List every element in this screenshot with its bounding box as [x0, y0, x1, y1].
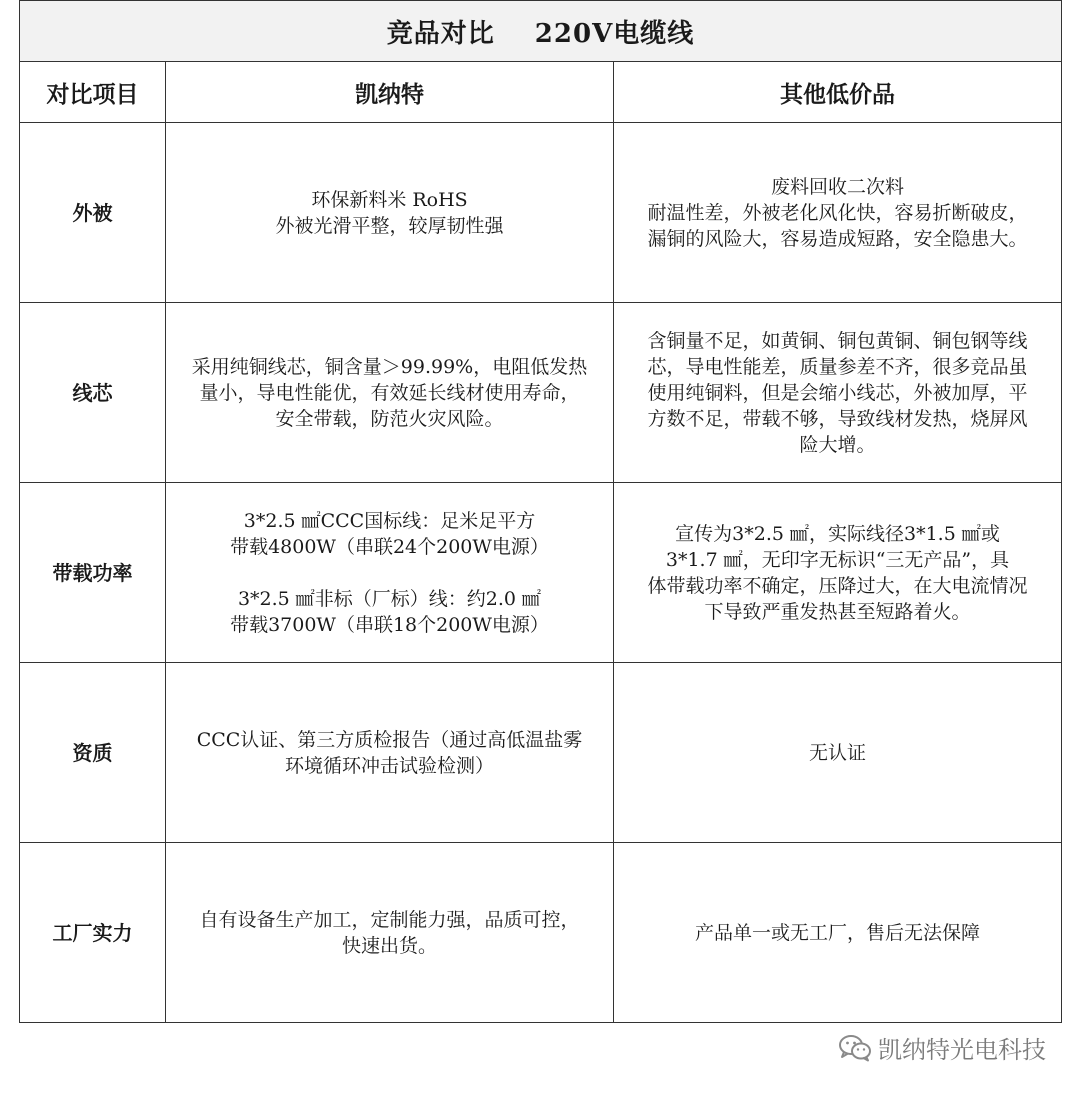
cell-line: 体带载功率不确定，压降过大，在大电流情况	[647, 574, 1028, 597]
comparison-table	[19, 0, 1062, 1023]
others-cell	[614, 663, 1062, 843]
cell-line: 快速出货。	[341, 934, 437, 957]
cell-line: 量小，导电性能优，有效延长线材使用寿命，	[199, 381, 580, 404]
cell-line: 废料回收二次料	[771, 175, 905, 198]
cell-line: 使用纯铜料，但是会缩小线芯，外被加厚，平	[647, 381, 1028, 404]
cell-spacer	[172, 560, 607, 586]
table-row-wire-core	[20, 303, 1062, 483]
title-main: 竞品对比	[386, 18, 495, 49]
cell-line: 安全带载，防范火灾风险。	[275, 407, 504, 430]
header-row	[20, 62, 1062, 123]
wechat-icon	[838, 1034, 872, 1062]
ours-cell	[166, 303, 614, 483]
cell-line: 宣传为3*2.5 ㎟，实际线径3*1.5 ㎟或	[675, 522, 1000, 545]
title-product: 220V电缆线	[534, 18, 695, 49]
others-cell	[614, 123, 1062, 303]
row-label: 外被	[20, 123, 166, 303]
header-ours: 凯纳特	[166, 62, 614, 123]
cell-line: 漏铜的风险大，容易造成短路，安全隐患大。	[647, 227, 1028, 250]
table-row-outer-jacket	[20, 123, 1062, 303]
cell-line: 环保新料米 RoHS	[311, 188, 468, 211]
others-cell	[614, 303, 1062, 483]
ours-cell	[166, 483, 614, 663]
cell-line: 耐温性差，外被老化风化快，容易折断破皮，	[647, 201, 1028, 224]
cell-line: 下导致严重发热甚至短路着火。	[704, 600, 971, 623]
title-row	[20, 1, 1062, 62]
cell-line: 3*2.5 ㎟CCC国标线：足米足平方	[243, 509, 536, 532]
row-label: 资质	[20, 663, 166, 843]
cell-line: 3*2.5 ㎟非标（厂标）线：约2.0 ㎟	[237, 587, 542, 610]
ours-cell	[166, 123, 614, 303]
cell-line: 产品单一或无工厂，售后无法保障	[695, 921, 981, 944]
cell-line: 芯，导电性能差，质量参差不齐，很多竞品虽	[647, 355, 1028, 378]
cell-line: 3*1.7 ㎟，无印字无标识“三无产品”，具	[665, 548, 1010, 571]
brand-name: 凯纳特光电科技	[878, 1036, 1046, 1064]
cell-line: CCC认证、第三方质检报告（通过高低温盐雾	[196, 728, 583, 751]
table-row-qualification	[20, 663, 1062, 843]
cell-line: 外被光滑平整，较厚韧性强	[275, 214, 504, 237]
cell-line: 采用纯铜线芯，铜含量＞99.99%，电阻低发热	[191, 355, 588, 378]
cell-line: 含铜量不足，如黄铜、铜包黄铜、铜包钢等线	[647, 329, 1028, 352]
row-label: 带载功率	[20, 483, 166, 663]
header-item: 对比项目	[20, 62, 166, 123]
cell-line: 环境循环冲击试验检测）	[284, 754, 494, 777]
ours-cell	[166, 663, 614, 843]
cell-line: 自有设备生产加工，定制能力强，品质可控，	[199, 908, 580, 931]
cell-line: 方数不足，带载不够，导致线材发热，烧屏风	[647, 407, 1028, 430]
cell-line: 险大增。	[799, 433, 876, 456]
row-label: 工厂实力	[20, 843, 166, 1023]
cell-line: 带载4800W（串联24个200W电源）	[230, 535, 549, 558]
table-title	[20, 1, 1062, 62]
cell-line: 无认证	[809, 741, 867, 764]
table-row-load-power	[20, 483, 1062, 663]
watermark	[838, 1030, 1046, 1065]
header-others: 其他低价品	[614, 62, 1062, 123]
ours-cell	[166, 843, 614, 1023]
cell-line: 带载3700W（串联18个200W电源）	[230, 613, 549, 636]
table-row-factory-strength	[20, 843, 1062, 1023]
others-cell	[614, 843, 1062, 1023]
others-cell	[614, 483, 1062, 663]
row-label: 线芯	[20, 303, 166, 483]
